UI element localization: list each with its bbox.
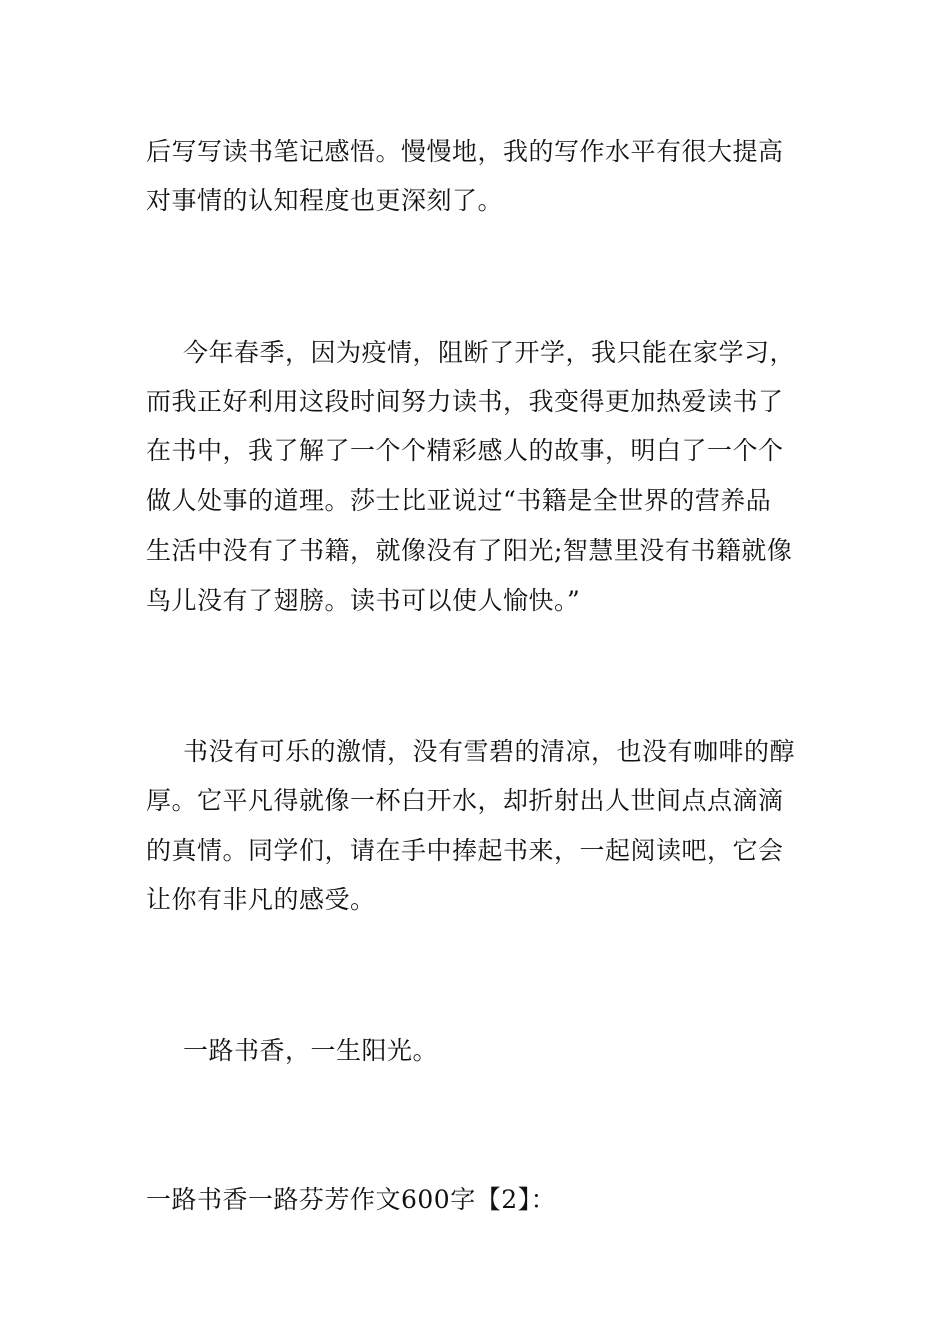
paragraph-line: 书没有可乐的激情，没有雪碧的清凉，也没有咖啡的醇	[183, 737, 796, 766]
paragraph-line: 厚。它平凡得就像一杯白开水，却折射出人世间点点滴滴	[146, 786, 784, 815]
paragraph-line: 让你有非凡的感受。	[146, 885, 376, 914]
paragraph-line: 做人处事的道理。莎士比亚说过“书籍是全世界的营养品	[146, 486, 772, 515]
paragraph-line: 今年春季，因为疫情，阻断了开学，我只能在家学习，	[183, 338, 796, 367]
section-heading: 一路书香一路芬芳作文600字【2】：	[146, 1185, 557, 1214]
paragraph-line: 在书中，我了解了一个个精彩感人的故事，明白了一个个	[146, 436, 784, 465]
paragraph-line: 而我正好利用这段时间努力读书，我变得更加热爱读书了	[146, 387, 784, 416]
paragraph-line: 的真情。同学们，请在手中捧起书来，一起阅读吧，它会	[146, 836, 784, 865]
paragraph-line: 鸟儿没有了翅膀。读书可以使人愉快。”	[146, 586, 581, 615]
paragraph-line: 后写写读书笔记感悟。慢慢地，我的写作水平有很大提高	[146, 137, 784, 166]
paragraph-line: 生活中没有了书籍，就像没有了阳光;智慧里没有书籍就像	[146, 536, 793, 565]
paragraph-line: 一路书香，一生阳光。	[183, 1036, 439, 1065]
paragraph-line: 对事情的认知程度也更深刻了。	[146, 186, 504, 215]
